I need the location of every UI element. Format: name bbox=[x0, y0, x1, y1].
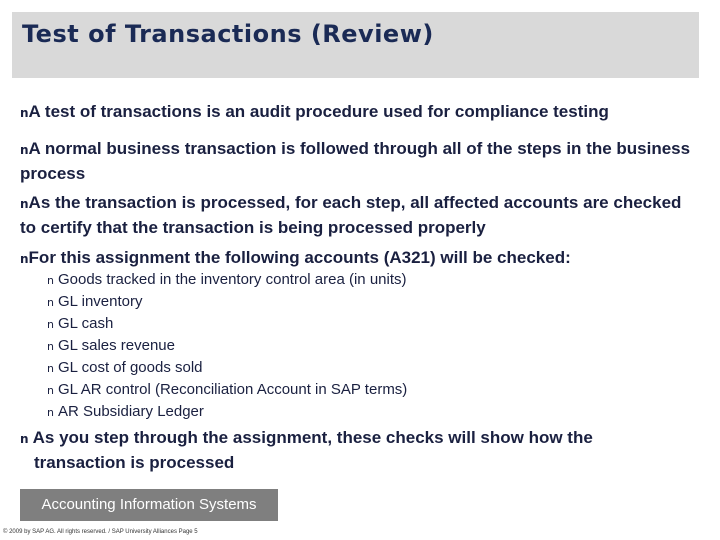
copyright-text: © 2009 by SAP AG. All rights reserved. / SAP University Alliances Page 5 bbox=[3, 529, 198, 535]
square-bullet-icon: n bbox=[20, 143, 29, 157]
square-bullet-icon: n bbox=[47, 318, 54, 331]
square-bullet-icon: n bbox=[47, 296, 54, 309]
sub-bullet-text: GL inventory bbox=[57, 293, 143, 310]
sub-bullet-text: GL cash bbox=[57, 315, 114, 332]
square-bullet-icon: n bbox=[47, 384, 54, 397]
square-bullet-icon: n bbox=[20, 432, 29, 446]
square-bullet-icon: n bbox=[20, 252, 29, 266]
sub-bullet-item bbox=[47, 313, 113, 336]
bullet-item-2 bbox=[20, 137, 700, 185]
bullet-text-1: A test of transactions is an audit procedure used for compliance testing bbox=[28, 102, 609, 121]
square-bullet-icon: n bbox=[20, 197, 29, 211]
square-bullet-icon: n bbox=[47, 274, 54, 287]
sub-bullet-item bbox=[47, 335, 175, 358]
sub-bullet-item bbox=[47, 357, 203, 380]
bullet-text-3: As the transaction is processed, for each step, all affected accounts are checked to certify that the transaction is being processed properly bbox=[20, 193, 682, 237]
bullet-item-1 bbox=[20, 100, 700, 125]
title-bar bbox=[12, 12, 699, 78]
sub-bullet-text: AR Subsidiary Ledger bbox=[57, 403, 204, 420]
sub-bullet-item bbox=[47, 401, 204, 424]
bullet-text-5: As you step through the assignment, these checks will show how the transaction is processed bbox=[32, 428, 593, 472]
bullet-text-4: For this assignment the following accounts (A321) will be checked: bbox=[28, 248, 571, 267]
sub-bullet-text: GL cost of goods sold bbox=[57, 359, 203, 376]
square-bullet-icon: n bbox=[20, 106, 29, 120]
square-bullet-icon: n bbox=[47, 340, 54, 353]
page-title: Test of Transactions (Review) bbox=[22, 20, 434, 48]
bullet-text-2: A normal business transaction is followed through all of the steps in the business process bbox=[20, 139, 691, 183]
footer-course-label: Accounting Information Systems bbox=[20, 489, 278, 521]
sub-bullet-item bbox=[47, 291, 142, 314]
sub-bullet-text: GL sales revenue bbox=[57, 337, 175, 354]
sub-bullet-text: Goods tracked in the inventory control area (in units) bbox=[57, 271, 407, 288]
sub-bullet-text: GL AR control (Reconciliation Account in SAP terms) bbox=[57, 381, 408, 398]
bullet-item-5 bbox=[20, 426, 674, 474]
square-bullet-icon: n bbox=[47, 406, 54, 419]
square-bullet-icon: n bbox=[47, 362, 54, 375]
sub-bullet-item bbox=[47, 379, 407, 402]
bullet-item-3 bbox=[20, 191, 700, 239]
sub-bullet-item bbox=[47, 269, 407, 292]
bullet-item-4 bbox=[20, 246, 700, 271]
